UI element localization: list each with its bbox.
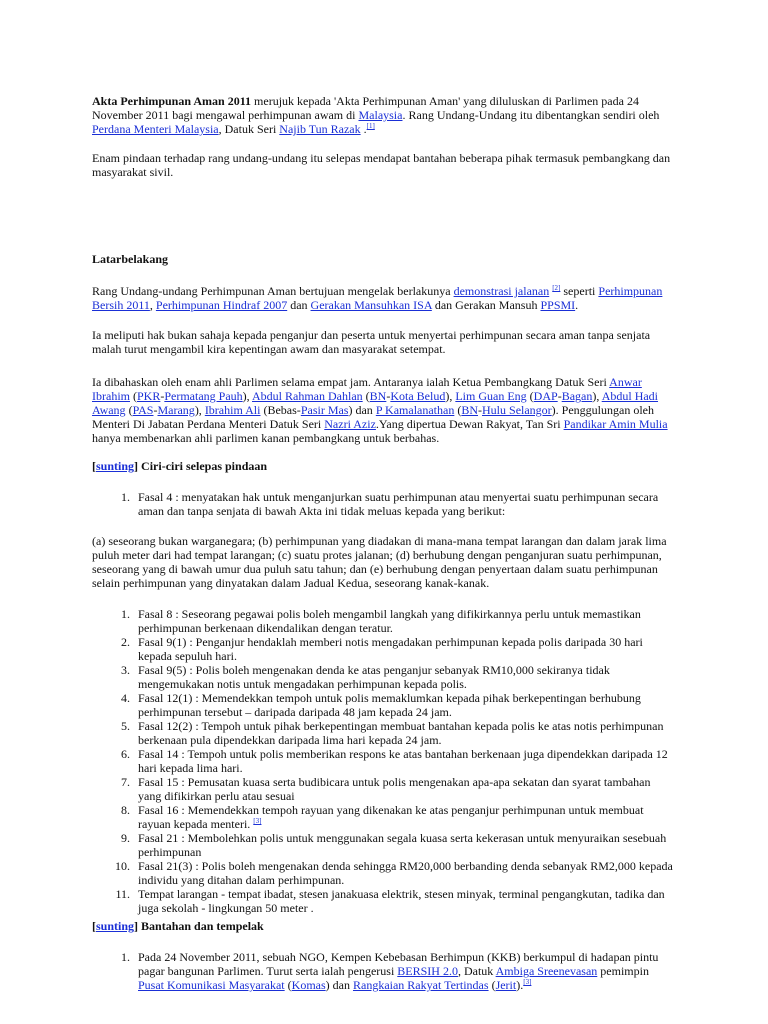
list-item-text: Fasal 21(3) : Polis boleh mengenakan denda sehingga RM20,000 berbanding denda sebanyak RM2,000 kepada individu yang ditahan dalam perhimpunan. [138, 859, 673, 887]
article-title: Akta Perhimpunan Aman 2011 [92, 94, 252, 108]
list-number: 2. [121, 635, 130, 649]
latar-text: Rang Undang-undang Perhimpunan Aman bertujuan mengelak berlakunya [92, 284, 454, 298]
list-item [92, 719, 674, 747]
link-demonstrasi-jalanan[interactable]: demonstrasi jalanan [453, 284, 550, 298]
link-pkr[interactable]: PKR [137, 389, 161, 403]
list-number: 1. [121, 607, 130, 621]
list-item-text: ) dan [325, 978, 353, 992]
latar-text: ( [454, 403, 462, 417]
link-ppsmi[interactable]: PPSMI [540, 298, 576, 312]
list-item-text: Fasal 16 : Memendekkan tempoh rayuan yang dikenakan ke atas penganjur perhimpunan untuk membuat rayuan kepada menteri. [138, 803, 644, 831]
latar-text: .Yang dipertua Dewan Rakyat, Tan Sri [375, 417, 564, 431]
list-item [92, 803, 674, 831]
list-item-text: Fasal 9(1) : Penganjur hendaklah memberi notis mengadakan perhimpunan kepada polis daripada 30 hari kepada sepuluh hari. [138, 635, 643, 663]
ciri-subclauses: (a) seseorang bukan warganegara; (b) perhimpunan yang diadakan di mana-mana tempat larangan dan dalam jarak lima puluh meter dari had tempat larangan; (c) suatu protes jalanan; (d) berhubung dengan penganjuran suatu perhimpunan, seseorang yang di bawah umur dua puluh satu tahun; dan (e) berhubung dengan penyertaan dalam suatu perhimpunan selain perhimpunan yang dinyatakan dalam Jadual Kedua, seseorang kanak-kanak. [92, 534, 667, 590]
list-item [92, 887, 674, 915]
list-item [92, 663, 674, 691]
list-item-text: ( [488, 978, 496, 992]
reference-2[interactable]: [2] [552, 284, 561, 292]
link-rangkaian-rakyat-tertindas[interactable]: Rangkaian Rakyat Tertindas [352, 978, 489, 992]
reference-3[interactable]: [3] [523, 978, 532, 986]
link-permatang-pauh[interactable]: Permatang Pauh [164, 389, 243, 403]
link-jerit[interactable]: Jerit [495, 978, 517, 992]
list-item-text: Fasal 9(5) : Polis boleh mengenakan denda ke atas penganjur sebanyak RM10,000 sekiranya tidak mengemukakan notis untuk mengadakan perhimpunan kepada polis. [138, 663, 610, 691]
link-bn[interactable]: BN [461, 403, 479, 417]
latar-text: (Bebas- [260, 403, 301, 417]
section-heading-latarbelakang: Latarbelakang [92, 252, 169, 266]
list-item-text: Fasal 8 : Seseorang pegawai polis boleh mengambil langkah yang difikirkannya perlu untuk memastikan perhimpunan berkenaan dikendalikan dengan teratur. [138, 607, 641, 635]
list-item-text: , Datuk [457, 964, 496, 978]
list-item-text: pemimpin [597, 964, 649, 978]
list-item-text: Pada 24 November 2011, sebuah NGO, Kempen Kebebasan Berhimpun (KKB) berkumpul di hadapan pintu pagar bangunan Parlimen. Turut serta ialah pengerusi [138, 950, 659, 978]
ciri-list-part-1 [92, 490, 674, 518]
link-pusat-komunikasi-masyarakat[interactable]: Pusat Komunikasi Masyarakat [138, 978, 285, 992]
latar-text: ( [130, 389, 137, 403]
latar-text: - [160, 389, 165, 403]
link-bagan[interactable]: Bagan [561, 389, 593, 403]
section-heading-bantahan: [sunting] Bantahan dan tempelak [92, 919, 264, 933]
latar-text: ). Penggulungan oleh Menteri Di Jabatan Perdana Menteri Datuk Seri [92, 403, 654, 431]
link-ambiga-sreenevasan[interactable]: Ambiga Sreenevasan [495, 964, 598, 978]
link-p-kamalanathan[interactable]: P Kamalanathan [375, 403, 455, 417]
list-number: 7. [121, 775, 130, 789]
latar-text: ( [125, 403, 133, 417]
list-number: 1. [121, 950, 130, 964]
reference-3[interactable]: [3] [253, 817, 262, 825]
list-number: 5. [121, 719, 130, 733]
latar-text: ), [242, 389, 253, 403]
link-anwar-ibrahim[interactable]: Anwar Ibrahim [92, 375, 642, 403]
intro-text: . Rang Undang-Undang itu dibentangkan sendiri oleh [402, 108, 660, 122]
intro-text: . [360, 122, 367, 136]
link-dap[interactable]: DAP [533, 389, 558, 403]
list-item [92, 859, 674, 887]
list-item [92, 635, 674, 663]
list-item [92, 490, 674, 518]
list-number: 9. [121, 831, 130, 845]
link-pas[interactable]: PAS [132, 403, 154, 417]
section-heading-text: Ciri-ciri selepas pindaan [141, 459, 268, 473]
list-item-text: Tempat larangan - tempat ibadat, stesen janakuasa elektrik, stesen minyak, terminal pengangkutan, tadika dan juga sekolah - lingkungan 50 meter . [138, 887, 665, 915]
latar-text: - [153, 403, 158, 417]
bantahan-list [92, 950, 674, 992]
list-item [92, 831, 674, 859]
list-item-text: Fasal 14 : Tempoh untuk polis memberikan respons ke atas bantahan berkenaan juga dipendekkan daripada 12 hari kepada lima hari. [138, 747, 668, 775]
latar-text: - [557, 389, 562, 403]
list-number: 8. [121, 803, 130, 817]
list-number: 3. [121, 663, 130, 677]
list-item-text: Fasal 12(1) : Memendekkan tempoh untuk polis memaklumkan kepada pihak berkepentingan berhubung perhimpunan tersebut – daripada daripada 48 jam kepada 24 jam. [138, 691, 641, 719]
intro-text: merujuk kepada 'Akta Perhimpunan Aman' yang diluluskan di Parlimen pada 24 November 2011 bagi mengawal perhimpunan awam di [92, 94, 639, 122]
link-najib[interactable]: Najib Tun Razak [279, 122, 361, 136]
section-heading-ciri-ciri: [sunting] Ciri-ciri selepas pindaan [92, 459, 268, 473]
list-item [92, 691, 674, 719]
ciri-list-part-2 [92, 607, 674, 915]
latar-text: ), [592, 389, 602, 403]
latar-paragraph-1 [92, 284, 674, 312]
list-item-text: Fasal 15 : Pemusatan kuasa serta budibicara untuk polis mengenakan apa-apa sekatan dan syarat tambahan yang difikirkan perlu atau sesuai [138, 775, 651, 803]
latar-text: seperti [560, 284, 599, 298]
latar-text: Ia dibahaskan oleh enam ahli Parlimen selama empat jam. Antaranya ialah Ketua Pembangkang Datuk Seri [92, 375, 610, 389]
link-hulu-selangor[interactable]: Hulu Selangor [482, 403, 552, 417]
latar-text: ( [362, 389, 370, 403]
latar-text: ( [526, 389, 534, 403]
link-bn[interactable]: BN [369, 389, 387, 403]
list-item [92, 775, 674, 803]
link-abdul-rahman-dahlan[interactable]: Abdul Rahman Dahlan [252, 389, 363, 403]
link-abdul-hadi-awang[interactable]: Abdul Hadi Awang [92, 389, 659, 417]
link-bersih-2-0[interactable]: BERSIH 2.0 [397, 964, 458, 978]
section-heading-text: Bantahan dan tempelak [141, 919, 264, 933]
link-lim-guan-eng[interactable]: Lim Guan Eng [455, 389, 527, 403]
latar-text: - [478, 403, 483, 417]
latar-text: , [149, 298, 156, 312]
latar-text: - [386, 389, 391, 403]
latar-text: dan [287, 298, 311, 312]
edit-link[interactable]: sunting [96, 459, 135, 473]
list-item [92, 607, 674, 635]
latar-text: hanya membenarkan ahli parlimen kanan pembangkang untuk berbahas. [92, 431, 440, 445]
link-ibrahim-ali[interactable]: Ibrahim Ali [204, 403, 261, 417]
list-number: 6. [121, 747, 130, 761]
list-item [92, 747, 674, 775]
link-kota-belud[interactable]: Kota Belud [390, 389, 446, 403]
link-nazri-aziz[interactable]: Nazri Aziz [324, 417, 376, 431]
list-item-text: ( [284, 978, 292, 992]
latar-text: dan Gerakan Mansuh [431, 298, 541, 312]
list-number: 11. [115, 887, 130, 901]
link-malaysia[interactable]: Malaysia [358, 108, 403, 122]
latar-paragraph-3 [92, 375, 674, 445]
latar-text: ), [445, 389, 456, 403]
link-marang[interactable]: Marang [157, 403, 195, 417]
link-perdana-menteri[interactable]: Perdana Menteri Malaysia [92, 122, 219, 136]
edit-link[interactable]: sunting [96, 919, 135, 933]
list-item-text: ). [516, 978, 524, 992]
list-number: 10. [115, 859, 130, 873]
reference-1[interactable]: [1] [366, 122, 375, 130]
intro-text: , Datuk Seri [218, 122, 280, 136]
latar-paragraph-2: Ia meliputi hak bukan sahaja kepada penganjur dan peserta untuk menyertai perhimpunan secara aman tanpa senjata malah turut mengambil kira kepentingan awam dan masyarakat setempat. [92, 328, 651, 356]
link-perhimpunan-hindraf-2007[interactable]: Perhimpunan Hindraf 2007 [155, 298, 288, 312]
latar-text: ) dan [348, 403, 376, 417]
latar-text: . [575, 298, 579, 312]
intro-paragraph-2: Enam pindaan terhadap rang undang-undang itu selepas mendapat bantahan beberapa pihak termasuk pembangkang dan masyarakat sivil. [92, 151, 671, 179]
list-number: 4. [121, 691, 130, 705]
list-item [92, 950, 674, 992]
list-number: 1. [121, 490, 130, 504]
link-pandikar-amin-mulia[interactable]: Pandikar Amin Mulia [563, 417, 668, 431]
list-item-text: Fasal 4 : menyatakan hak untuk menganjurkan suatu perhimpunan atau menyertai suatu perhimpunan secara aman dan tanpa senjata di bawah Akta ini tidak meluas kepada yang berikut: [138, 490, 659, 518]
intro-paragraph [92, 94, 674, 136]
link-perhimpunan-bersih-2011[interactable]: Perhimpunan Bersih 2011 [92, 284, 663, 312]
link-komas[interactable]: Komas [291, 978, 326, 992]
list-item-text: Fasal 12(2) : Tempoh untuk pihak berkepentingan membuat bantahan kepada polis ke atas notis perhimpunan berkenaan pula dipendekkan daripada lima hari kepada 24 jam. [138, 719, 664, 747]
latar-text: ), [194, 403, 205, 417]
link-gerakan-mansuhkan-isa[interactable]: Gerakan Mansuhkan ISA [310, 298, 432, 312]
link-pasir-mas[interactable]: Pasir Mas [300, 403, 349, 417]
list-item-text: Fasal 21 : Membolehkan polis untuk menggunakan segala kuasa serta kekerasan untuk menyuraikan sesebuah perhimpunan [138, 831, 667, 859]
